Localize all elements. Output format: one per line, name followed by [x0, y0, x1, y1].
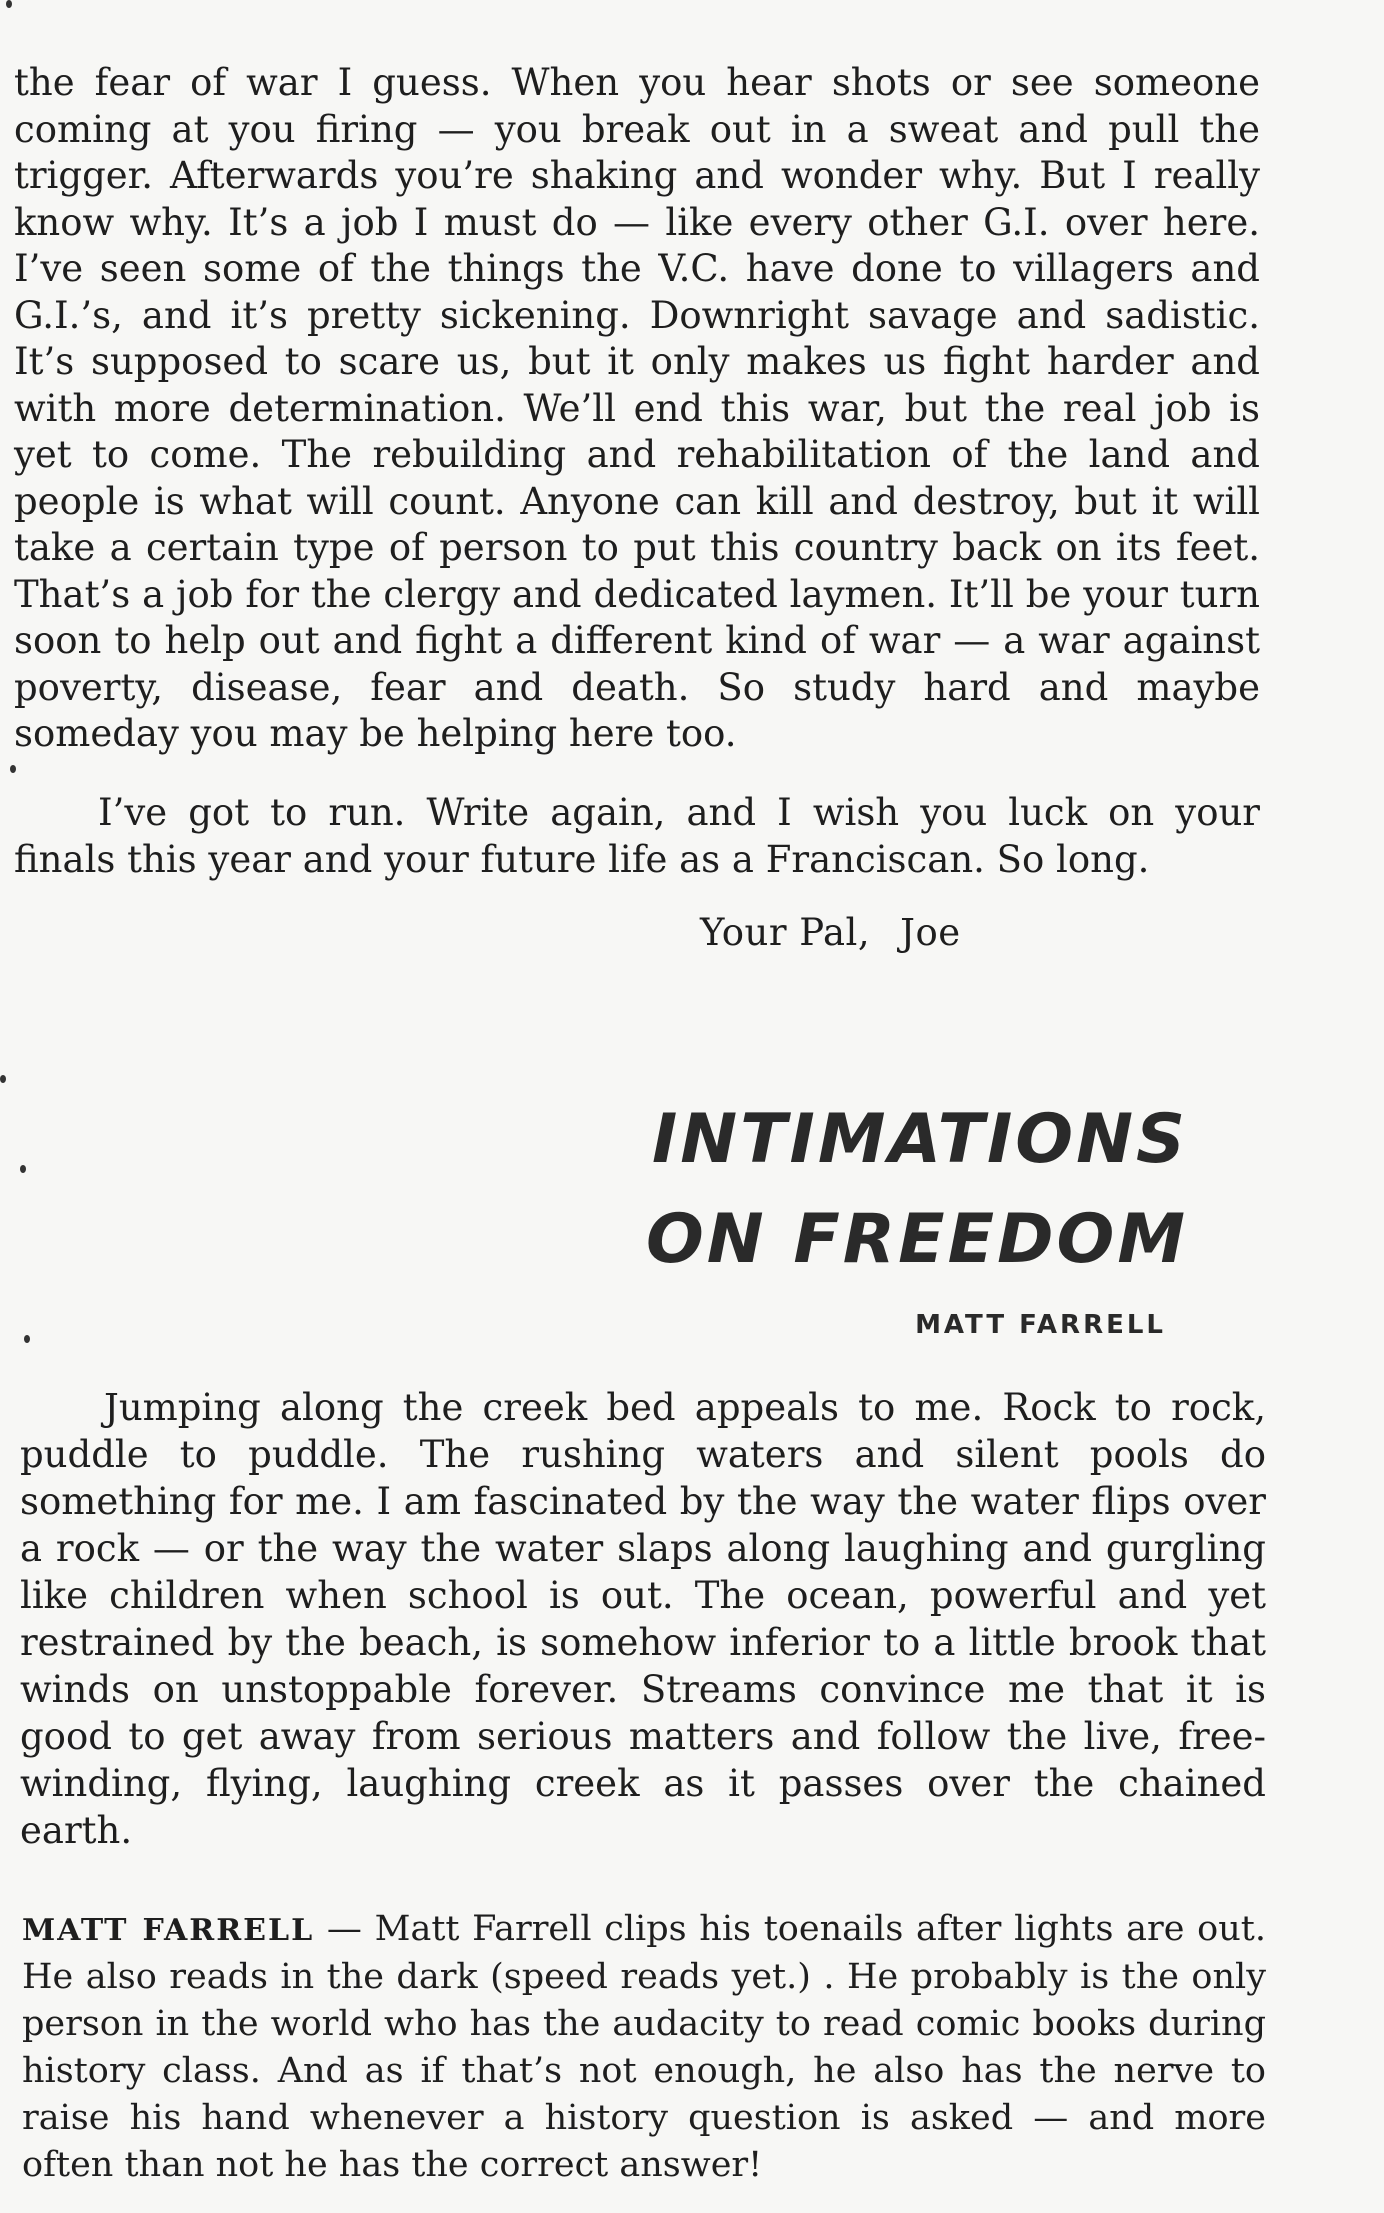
scan-speck: [20, 1165, 26, 1173]
scan-speck: [24, 1335, 30, 1343]
bio-text: — Matt Farrell clips his toenails after lights are out. He also reads in the dark (speed reads yet.) . He probably is the only person in the world who has the audacity to read comic books during history class. And as if that’s not enough, he also has the nerve to raise his hand whenever a history question is asked — and more often than not he has the correct answer!: [22, 1909, 1266, 2185]
letter-closing: I’ve got to run. Write again, and I wish you luck on your finals this year and your future life as a Franciscan. So long.: [14, 791, 1260, 881]
article-title-line-2: ON FREEDOM: [645, 1200, 1188, 1279]
article-body: Jumping along the creek bed appeals to me. Rock to rock, puddle to puddle. The rushing waters and silent pools do something for me. I am fascinated by the way the water flips over a rock — or the way the water slaps along laughing and gurgling like children when school is out. The ocean, powerful and yet restrained by the beach, is somehow inferior to a little brook that winds on unstoppable forever. Streams convince me that it is good to get away from serious matters and follow the live, free-winding, flying, laughing creek as it passes over the chained earth.: [20, 1386, 1266, 1852]
article-byline: MATT FARRELL: [915, 1310, 1166, 1340]
scan-speck: [6, 0, 12, 8]
letter-body: the fear of war I guess. When you hear shots or see someone coming at you firing — you break out in a sweat and pull the trigger. Afterwards you’re shaking and wonder why. But I really know why. It’s a job I must do — like every other G.I. over here. I’ve seen some of the things the V.C. have done to villagers and G.I.’s, and it’s pretty sickening. Downright savage and sadistic. It’s supposed to scare us, but it only makes us fight harder and with more determination. We’ll end this war, but the real job is yet to come. The rebuilding and rehabilitation of the land and people is what will count. Anyone can kill and destroy, but it will take a certain type of person to put this country back on its feet. That’s a job for the clergy and dedicated laymen. It’ll be your turn soon to help out and fight a different kind of war — a war against poverty, disease, fear and death. So study hard and maybe someday you may be helping here too.: [14, 61, 1260, 755]
bio-name: MATT FARRELL: [22, 1913, 315, 1948]
letter-signature: Joe: [900, 911, 961, 954]
scan-speck: [0, 1075, 6, 1083]
article-title-line-1: INTIMATIONS: [651, 1100, 1188, 1179]
letter-signature-block: [700, 910, 961, 956]
article-title: [646, 1090, 1188, 1290]
author-bio: [22, 1906, 1266, 2189]
scan-speck: [10, 765, 16, 773]
letter-signoff: Your Pal,: [700, 911, 871, 954]
